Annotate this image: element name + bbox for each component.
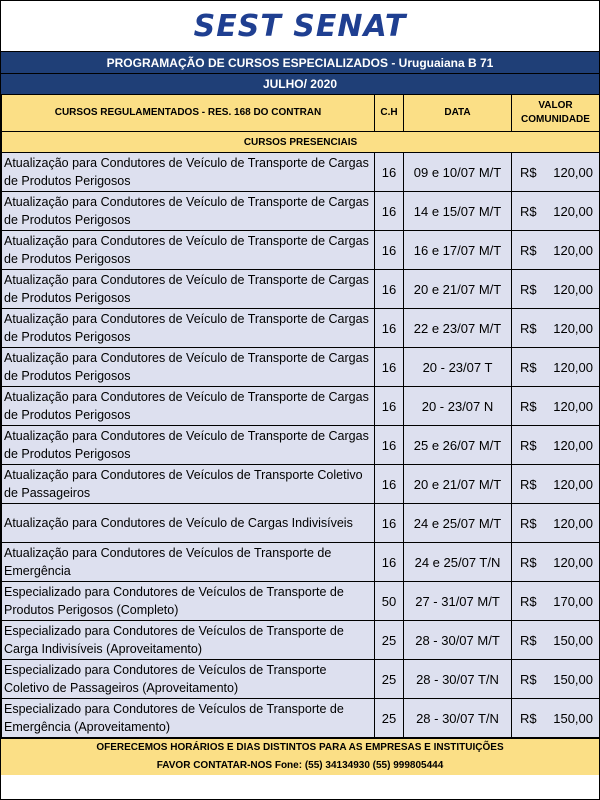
course-price	[512, 660, 600, 699]
table-row	[2, 543, 600, 582]
currency-symbol: R$	[520, 554, 537, 570]
course-price	[512, 192, 600, 231]
price-value: 120,00	[553, 164, 593, 180]
course-price	[512, 465, 600, 504]
currency-symbol: R$	[520, 671, 537, 687]
header-value-line2: COMUNIDADE	[521, 114, 590, 125]
section-row	[2, 132, 600, 153]
course-name: Especializado para Condutores de Veículos de Transporte de Carga Indivisíveis (Aproveitamento)	[2, 621, 375, 660]
course-name: Atualização para Condutores de Veículo de Transporte de Cargas de Produtos Perigosos	[2, 426, 375, 465]
currency-symbol: R$	[520, 710, 537, 726]
course-price	[512, 387, 600, 426]
currency-symbol: R$	[520, 515, 537, 531]
course-name: Atualização para Condutores de Veículos de Transporte Coletivo de Passageiros	[2, 465, 375, 504]
course-name: Atualização para Condutores de Veículo de Transporte de Cargas de Produtos Perigosos	[2, 309, 375, 348]
table-row	[2, 348, 600, 387]
course-date: 24 e 25/07 T/N	[404, 543, 512, 582]
course-price	[512, 699, 600, 738]
course-price	[512, 504, 600, 543]
course-hours: 16	[375, 387, 404, 426]
course-hours: 16	[375, 192, 404, 231]
currency-symbol: R$	[520, 320, 537, 336]
price-value: 120,00	[553, 398, 593, 414]
table-row	[2, 504, 600, 543]
course-date: 20 - 23/07 T	[404, 348, 512, 387]
course-hours: 16	[375, 270, 404, 309]
logo	[1, 1, 599, 51]
currency-symbol: R$	[520, 398, 537, 414]
course-hours: 16	[375, 543, 404, 582]
course-table	[1, 94, 600, 738]
course-price	[512, 270, 600, 309]
course-price	[512, 309, 600, 348]
currency-symbol: R$	[520, 164, 537, 180]
table-row	[2, 660, 600, 699]
currency-symbol: R$	[520, 203, 537, 219]
course-hours: 16	[375, 426, 404, 465]
section-title: CURSOS PRESENCIAIS	[2, 132, 600, 153]
course-name: Atualização para Condutores de Veículo de Transporte de Cargas de Produtos Perigosos	[2, 192, 375, 231]
course-price	[512, 348, 600, 387]
course-name: Atualização para Condutores de Veículo de Transporte de Cargas de Produtos Perigosos	[2, 270, 375, 309]
footer-line-2: FAVOR CONTATAR-NOS Fone: (55) 34134930 (55) 999805444	[156, 760, 444, 771]
course-name: Especializado para Condutores de Veículos de Transporte de Emergência (Aproveitamento)	[2, 699, 375, 738]
price-value: 120,00	[553, 437, 593, 453]
currency-symbol: R$	[520, 242, 537, 258]
table-row	[2, 387, 600, 426]
price-value: 120,00	[553, 515, 593, 531]
course-price	[512, 621, 600, 660]
course-hours: 16	[375, 153, 404, 192]
course-name: Atualização para Condutores de Veículo de Transporte de Cargas de Produtos Perigosos	[2, 231, 375, 270]
price-value: 120,00	[553, 281, 593, 297]
table-row	[2, 309, 600, 348]
course-date: 20 - 23/07 N	[404, 387, 512, 426]
course-name: Especializado para Condutores de Veículos de Transporte Coletivo de Passageiros (Aproveitamento)	[2, 660, 375, 699]
course-date: 20 e 21/07 M/T	[404, 270, 512, 309]
month-title: JULHO/ 2020	[1, 73, 599, 94]
header-value	[512, 95, 600, 132]
course-name: Especializado para Condutores de Veículos de Transporte de Produtos Perigosos (Completo)	[2, 582, 375, 621]
table-row	[2, 192, 600, 231]
price-value: 150,00	[553, 632, 593, 648]
course-date: 28 - 30/07 T/N	[404, 660, 512, 699]
course-hours: 25	[375, 660, 404, 699]
table-row	[2, 582, 600, 621]
course-date: 25 e 26/07 M/T	[404, 426, 512, 465]
course-name: Atualização para Condutores de Veículo de Transporte de Cargas de Produtos Perigosos	[2, 387, 375, 426]
page-title: PROGRAMAÇÃO DE CURSOS ESPECIALIZADOS - Uruguaiana B 71	[1, 51, 599, 73]
table-row	[2, 153, 600, 192]
course-date: 14 e 15/07 M/T	[404, 192, 512, 231]
currency-symbol: R$	[520, 476, 537, 492]
price-value: 120,00	[553, 203, 593, 219]
course-hours: 25	[375, 699, 404, 738]
course-date: 16 e 17/07 M/T	[404, 231, 512, 270]
price-value: 120,00	[553, 554, 593, 570]
course-date: 28 - 30/07 T/N	[404, 699, 512, 738]
price-value: 170,00	[553, 593, 593, 609]
currency-symbol: R$	[520, 593, 537, 609]
course-price	[512, 426, 600, 465]
course-date: 24 e 25/07 M/T	[404, 504, 512, 543]
table-row	[2, 231, 600, 270]
course-price	[512, 543, 600, 582]
course-hours: 50	[375, 582, 404, 621]
currency-symbol: R$	[520, 281, 537, 297]
course-hours: 16	[375, 504, 404, 543]
price-value: 120,00	[553, 476, 593, 492]
header-date: DATA	[404, 95, 512, 132]
price-value: 120,00	[553, 242, 593, 258]
course-name: Atualização para Condutores de Veículo de Transporte de Cargas de Produtos Perigosos	[2, 153, 375, 192]
course-hours: 25	[375, 621, 404, 660]
course-date: 09 e 10/07 M/T	[404, 153, 512, 192]
course-price	[512, 231, 600, 270]
table-row	[2, 426, 600, 465]
header-ch: C.H	[375, 95, 404, 132]
currency-symbol: R$	[520, 437, 537, 453]
price-value: 150,00	[553, 671, 593, 687]
logo-text: SEST SENAT	[193, 8, 407, 44]
course-name: Atualização para Condutores de Veículos de Transporte de Emergência	[2, 543, 375, 582]
course-hours: 16	[375, 309, 404, 348]
table-row	[2, 270, 600, 309]
course-date: 22 e 23/07 M/T	[404, 309, 512, 348]
table-header-row	[2, 95, 600, 132]
course-hours: 16	[375, 465, 404, 504]
table-row	[2, 621, 600, 660]
currency-symbol: R$	[520, 632, 537, 648]
course-date: 28 - 30/07 M/T	[404, 621, 512, 660]
header-value-line1: VALOR	[538, 100, 573, 111]
course-price	[512, 582, 600, 621]
price-value: 120,00	[553, 320, 593, 336]
footer	[1, 738, 599, 775]
currency-symbol: R$	[520, 359, 537, 375]
course-date: 27 - 31/07 M/T	[404, 582, 512, 621]
course-name: Atualização para Condutores de Veículo de Transporte de Cargas de Produtos Perigosos	[2, 348, 375, 387]
course-hours: 16	[375, 348, 404, 387]
course-price	[512, 153, 600, 192]
table-row	[2, 465, 600, 504]
header-course: CURSOS REGULAMENTADOS - RES. 168 DO CONTRAN	[2, 95, 375, 132]
course-name: Atualização para Condutores de Veículo de Cargas Indivisíveis	[2, 504, 375, 543]
table-row	[2, 699, 600, 738]
price-value: 150,00	[553, 710, 593, 726]
course-date: 20 e 21/07 M/T	[404, 465, 512, 504]
footer-line-1: OFERECEMOS HORÁRIOS E DIAS DISTINTOS PARA AS EMPRESAS E INSTITUIÇÕES	[96, 742, 504, 753]
course-hours: 16	[375, 231, 404, 270]
price-value: 120,00	[553, 359, 593, 375]
